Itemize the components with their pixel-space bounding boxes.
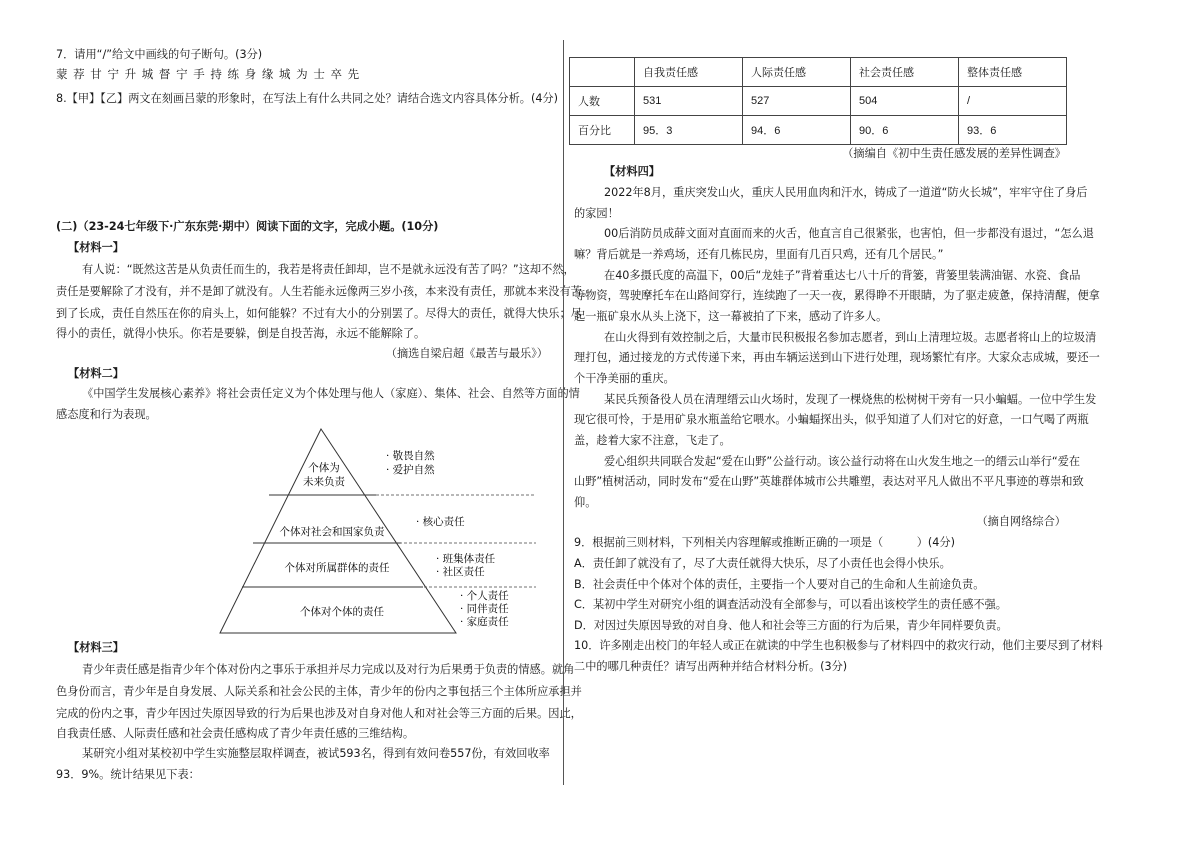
table-cell: 自我责任感 <box>635 58 743 87</box>
table-row <box>570 58 1067 87</box>
table-cell <box>570 58 635 87</box>
material-3-line: 93．9%。统计结果见下表： <box>56 768 200 781</box>
material-4-line: 现它很可怜，于是用矿泉水瓶盖给它喂水。小蝙蝠探出头，似乎知道了人们对它的好意，一口气喝了两瓶 <box>574 413 1089 426</box>
table-cell: 527 <box>743 87 851 116</box>
material-4-line: 山野”植树活动，同时发布“爱在山野”英雄群体城市公共雕塑，表达对平凡人做出不平凡事迹的尊崇和致 <box>574 475 1084 488</box>
pyramid-note: · 爱护自然 <box>386 464 435 476</box>
question-9-option-d: D．对因过失原因导致的对自身、他人和社会等三方面的行为后果，青少年同样要负责。 <box>574 619 1008 632</box>
material-4-line: 爱心组织共同联合发起“爱在山野”公益行动。该公益行动将在山火发生地之一的缙云山举行“爱在 <box>604 455 1081 468</box>
material-2-title: 【材料二】 <box>68 367 124 380</box>
material-3-line: 某研究小组对某校初中学生实施整层取样调查，被试593名，得到有效问卷557份，有效回收率 <box>82 747 550 760</box>
survey-table <box>569 57 1067 145</box>
material-2-line: 《中国学生发展核心素养》将社会责任定义为个体处理与他人（家庭）、集体、社会、自然等方面的情 <box>82 387 580 400</box>
question-7-text: 蒙 荐 甘 宁 升 城 督 宁 手 持 练 身 缘 城 为 士 卒 先 <box>56 67 361 81</box>
pyramid-note: · 班集体责任 <box>436 553 496 565</box>
material-4-line: 00后消防员成薛文面对直面而来的火舌，他直言自己很紧张，也害怕，但一步都没有退过，“怎么退 <box>604 227 1094 240</box>
material-4-line: 嘛？背后就是一养鸡场，还有几栋民房，里面有几百只鸡，还有几个居民。” <box>574 248 944 261</box>
material-4-line: 盖，趁着大家不注意，飞走了。 <box>574 434 731 447</box>
table-source: （摘编自《初中生责任感发展的差异性调查》 <box>842 147 1066 160</box>
question-9-option-a: A．责任卸了就没有了，尽了大责任就得大快乐，尽了小责任也会得小快乐。 <box>574 557 951 570</box>
table-row <box>570 116 1067 145</box>
question-9-option-c: C．某初中学生对研究小组的调查活动没有全部参与，可以看出该校学生的责任感不强。 <box>574 598 1007 611</box>
material-4-line: 等物资，驾驶摩托车在山路间穿行，连续跑了一天一夜，累得睁不开眼睛，为了驱走疲惫，保持清醒，便拿 <box>574 289 1100 302</box>
material-4-source: （摘自网络综合） <box>976 515 1066 528</box>
material-1-line: 得小的责任，就得小快乐。你若是要躲，倒是自投苦海，永远不能解除了。 <box>56 327 426 340</box>
pyramid-note: · 核心责任 <box>416 516 465 528</box>
pyramid-level-4: 个体对个体的责任 <box>300 606 384 618</box>
pyramid-note: · 家庭责任 <box>460 616 509 628</box>
material-3-line: 完成的份内之事，青少年因过失原因导致的行为后果也涉及对自身对他人和对社会等三方面的后果。因此， <box>56 707 582 720</box>
question-10-line: 10．许多刚走出校门的年轻人或正在就读的中学生也积极参与了材料四中的救灾行动，他们主要尽到了材料 <box>574 639 1103 652</box>
table-cell: 百分比 <box>570 116 635 145</box>
table-cell: 90．6 <box>851 116 959 145</box>
responsibility-pyramid <box>206 425 536 635</box>
question-7-title: 7．请用“/”给文中画线的句子断句。(3分) <box>56 48 263 61</box>
pyramid-level-2: 个体对社会和国家负责 <box>279 526 385 538</box>
pyramid-level-3: 个体对所属群体的责任 <box>284 562 390 574</box>
material-4-line: 某民兵预备役人员在清理缙云山火场时，发现了一棵烧焦的松树树干旁有一只小蝙蝠。一位中学生发 <box>604 393 1097 406</box>
table-cell: 94．6 <box>743 116 851 145</box>
material-1-source: （摘选自梁启超《最苦与最乐》） <box>385 347 548 360</box>
pyramid-note: · 敬畏自然 <box>386 450 435 462</box>
table-row <box>570 87 1067 116</box>
pyramid-note: · 个人责任 <box>460 590 509 602</box>
material-2-line: 感态度和行为表现。 <box>56 408 157 421</box>
material-4-line: 理打包，通过接龙的方式传递下来，再由车辆运送到山下进行处理，现场繁忙有序。大家众志成城，要还一 <box>574 351 1100 364</box>
material-1-line: 有人说：“既然这苦是从负责任而生的，我若是将责任卸却，岂不是就永远没有苦了吗？”这却不然， <box>82 263 575 276</box>
material-4-line: 个干净美丽的重庆。 <box>574 372 675 385</box>
pyramid-note: · 同伴责任 <box>460 603 509 615</box>
table-cell: 人数 <box>570 87 635 116</box>
section-2-heading: (二)（23-24七年级下·广东东莞·期中）阅读下面的文字，完成小题。(10分) <box>56 220 439 233</box>
table-cell: 整体责任感 <box>959 58 1067 87</box>
table-cell: 93．6 <box>959 116 1067 145</box>
pyramid-level-1a: 个体为 <box>308 462 340 474</box>
material-4-title: 【材料四】 <box>604 165 660 178</box>
column-divider <box>563 40 564 785</box>
material-4-line: 在山火得到有效控制之后，大量市民积极报名参加志愿者，到山上清理垃圾。志愿者将山上的垃圾清 <box>604 331 1097 344</box>
question-9-option-b: B．社会责任中个体对个体的责任，主要指一个人要对自己的生命和人生前途负责。 <box>574 578 985 591</box>
pyramid-note: · 社区责任 <box>436 566 485 578</box>
material-1-title: 【材料一】 <box>68 241 124 254</box>
material-1-line: 到了长成，责任自然压在你的肩头上，如何能躲？不过有大小的分别罢了。尽得大的责任，就得大快乐；尽 <box>56 307 582 320</box>
material-3-line: 青少年责任感是指青少年个体对份内之事乐于承担并尽力完成以及对行为后果勇于负责的情感。就角 <box>82 663 575 676</box>
pyramid-level-1b: 未来负责 <box>303 476 345 488</box>
table-cell: 95．3 <box>635 116 743 145</box>
table-cell: / <box>959 87 1067 116</box>
table-cell: 人际责任感 <box>743 58 851 87</box>
material-4-line: 在40多摄氏度的高温下，00后“龙娃子”背着重达七八十斤的背篓，背篓里装满油锯、水瓷、食品 <box>604 269 1081 282</box>
material-4-line: 的家园！ <box>574 207 619 220</box>
material-3-title: 【材料三】 <box>68 641 124 654</box>
question-9: 9．根据前三则材料，下列相关内容理解或推断正确的一项是（ ）(4分) <box>574 536 955 549</box>
material-4-line: 起一瓶矿泉水从头上浇下，这一幕被拍了下来，感动了许多人。 <box>574 310 888 323</box>
question-8: 8.【甲】【乙】两文在刻画吕蒙的形象时，在写法上有什么共同之处？请结合选文内容具体分析。(4分) <box>56 92 558 105</box>
material-3-line: 自我责任感、人际责任感和社会责任感构成了青少年责任感的三维结构。 <box>56 727 415 740</box>
table-cell: 531 <box>635 87 743 116</box>
material-3-line: 色身份而言，青少年是自身发展、人际关系和社会公民的主体，青少年的份内之事包括三个主体所应承担并 <box>56 685 582 698</box>
material-4-line: 仰。 <box>574 496 597 509</box>
material-4-line: 2022年8月，重庆突发山火，重庆人民用血肉和汗水，铸成了一道道“防火长城”，牢牢守住了身后 <box>604 186 1088 199</box>
table-cell: 504 <box>851 87 959 116</box>
question-10-line: 二中的哪几种责任？请写出两种并结合材料分析。(3分) <box>574 660 848 673</box>
table-cell: 社会责任感 <box>851 58 959 87</box>
material-1-line: 责任是要解除了才没有，并不是卸了就没有。人生若能永远像两三岁小孩，本来没有责任，那就本来没有苦。 <box>56 285 594 298</box>
